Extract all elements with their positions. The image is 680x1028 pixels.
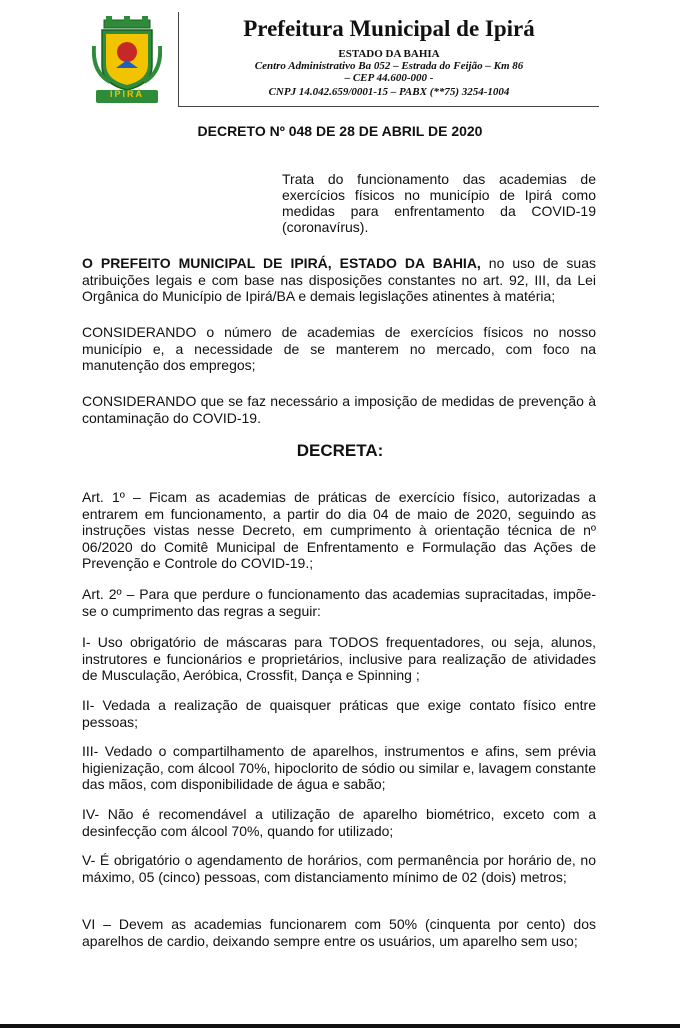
preamble-paragraph <box>82 255 596 305</box>
considerando-paragraph-1: CONSIDERANDO o número de academias de exercícios físicos no nosso município e, a necessidade de se manterem no mercado, com foco na manutenção dos empregos; <box>82 324 596 373</box>
decreta-heading: DECRETA: <box>296 441 384 460</box>
preamble-bold-text: O PREFEITO MUNICIPAL DE IPIRÁ, ESTADO DA BAHIA, <box>82 255 481 271</box>
decree-summary: Trata do funcionamento das academias de exercícios físicos no município de Ipirá como medidas para enfrentamento da COVID-19 (coronavírus). <box>282 171 596 235</box>
page-bottom-edge <box>0 1024 680 1028</box>
state-name: ESTADO DA BAHIA <box>338 48 440 60</box>
municipality-title: Prefeitura Municipal de Ipirá <box>243 16 535 41</box>
rule-item-3: III- Vedado o compartilhamento de aparelhos, instrumentos e afins, sem prévia higienização, com álcool 70%, hipoclorito de sódio ou similar e, lavagem constante das mãos, com disponibilidade de água e sabão; <box>82 743 596 792</box>
address-line: Centro Administrativo Ba 052 – Estrada do Feijão – Km 86 <box>254 60 524 72</box>
letterhead-header <box>92 12 600 107</box>
rule-item-5: V- É obrigatório o agendamento de horários, com permanência por horário de, no máximo, 05 (cinco) pessoas, com distanciamento mínimo de 02 (dois) metros; <box>82 852 596 885</box>
decree-title: DECRETO Nº 048 DE 28 DE ABRIL DE 2020 <box>197 123 483 139</box>
letterhead-box <box>178 12 599 107</box>
considerando-paragraph-2: CONSIDERANDO que se faz necessário a imposição de medidas de prevenção à contaminação do COVID-19. <box>82 393 596 426</box>
crest-banner-text: IPIRÁ <box>109 89 144 99</box>
article-1: Art. 1º – Ficam as academias de práticas de exercício físico, autorizadas a entrarem em funcionamento, a partir do dia 04 de maio de 2020, seguindo as instruções vistas nesse Decreto, em cumprimento à orientação técnica de nº 06/2020 do Comitê Municipal de Enfrentamento e Formulação das Ações de Prevenção e Controle do COVID-19.; <box>82 489 596 571</box>
article-2: Art. 2º – Para que perdure o funcionamento das academias supracitadas, impõe-se o cumprimento das regras a seguir: <box>82 586 596 619</box>
cep-line: – CEP 44.600-000 - <box>344 72 434 84</box>
rule-item-4: IV- Não é recomendável a utilização de aparelho biométrico, exceto com a desinfecção com álcool 70%, quando for utilizado; <box>82 806 596 839</box>
preamble-text: no uso de suas atribuições legais e com base nas disposições constantes no art. 92, III, da Lei Orgânica do Município de Ipirá/BA e demais legislações atinentes à matéria; <box>82 255 596 304</box>
rule-item-6: VI – Devem as academias funcionarem com 50% (cinquenta por cento) dos aparelhos de cardio, deixando sempre entre os usuários, um aparelho sem uso; <box>82 916 596 949</box>
rule-item-2: II- Vedada a realização de quaisquer práticas que exige contato físico entre pessoas; <box>82 697 596 730</box>
rule-item-1: I- Uso obrigatório de máscaras para TODOS frequentadores, ou seja, alunos, instrutores e funcionários e proprietários, inclusive para realização de atividades de Musculação, Aeróbica, Crossfit, Dança e Spinning ; <box>82 634 596 683</box>
cnpj-line: CNPJ 14.042.659/0001-15 – PABX (**75) 3254-1004 <box>268 86 510 98</box>
